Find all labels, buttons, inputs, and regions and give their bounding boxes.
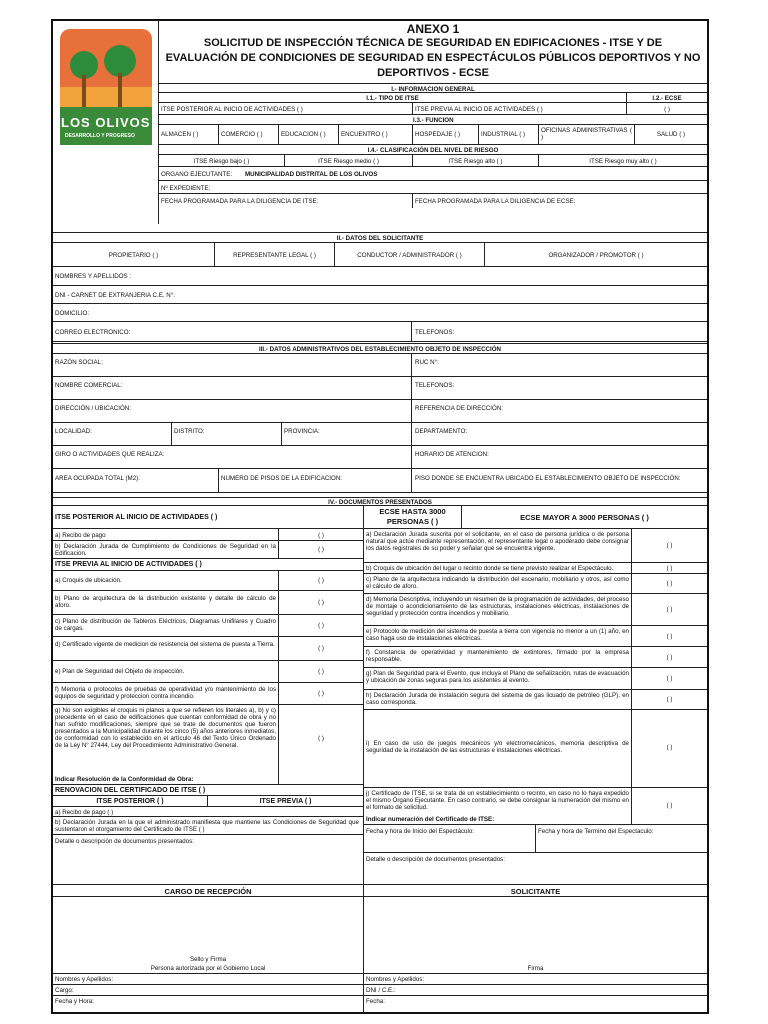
ecse-item-d-box[interactable]: ( ) [666, 606, 673, 613]
solicitante-nombres-field[interactable]: Nombres y Apellidos: [366, 976, 425, 983]
recepcion-cargo-field[interactable]: Cargo: [55, 987, 74, 994]
domicilio-field[interactable]: DOMICILIO: [55, 310, 90, 317]
funcion-educacion[interactable]: EDUCACION ( ) [281, 131, 326, 138]
firma-label: Firma [527, 965, 544, 972]
docs-posterior-head: ITSE POSTERIOR AL INICIO DE ACTIVIDADES ( ) [55, 514, 218, 521]
previa-item-f: f) Memoria o protocolos de pruebas de operatividad y/o mantenimiento de los equipos de seguridad y proteccion contra incendio. [55, 686, 276, 700]
role-organizador[interactable]: ORGANIZADOR / PROMOTOR ( ) [548, 252, 644, 259]
ecse-item-a: a) Declaración Jurada suscrita por el solicitante, en el caso de persona jurídica o de persona natural que actúe mediante representación, el representante legal o apoderado debe consignar los datos registrales de su poder y señalar que se encuentra vigente. [366, 531, 629, 552]
fecha-inicio-field[interactable]: Fecha y hora de Inicio del Espectáculo: [366, 828, 475, 835]
riesgo-medio[interactable]: ITSE Riesgo medio ( ) [318, 158, 379, 165]
fecha-itse-field[interactable]: FECHA PROGRAMADA PARA LA DILIGENCIA DE ITSE: [161, 198, 319, 205]
nombres-field[interactable]: NOMBRES Y APELLIDOS : [55, 273, 132, 280]
recepcion-nombres-field[interactable]: Nombres y Apellidos: [55, 976, 114, 983]
ecse-item-j-numeracion[interactable]: Indicar numeración del Certificado de ITSE: [366, 816, 495, 823]
detalle-left-field[interactable]: Detalle o descripción de documentos presentados: [55, 838, 194, 845]
docs-previa-head: ITSE PREVIA AL INICIO DE ACTIVIDADES ( ) [55, 561, 202, 568]
razon-social-field[interactable]: RAZÓN SOCIAL: [55, 359, 103, 366]
cargo-recepcion-title: CARGO DE RECEPCIÓN [164, 887, 252, 896]
ecse-item-f-box[interactable]: ( ) [666, 654, 673, 661]
expediente-field[interactable]: Nº EXPEDIENTE: [161, 185, 211, 192]
direccion-field[interactable]: DIRECCIÓN / UBICACIÓN: [55, 405, 131, 412]
provincia-field[interactable]: PROVINCIA: [284, 428, 320, 435]
docs-renovacion-head: RENOVACION DEL CERTIFICADO DE ITSE ( ) [55, 787, 206, 794]
itse-posterior-option[interactable]: ITSE POSTERIOR AL INICIO DE ACTIVIDADES ( ) [161, 106, 303, 113]
riesgo-muy-alto[interactable]: ITSE Riesgo muy alto ( ) [589, 158, 657, 165]
funcion-industrial[interactable]: INDUSTRIAL ( ) [481, 131, 526, 138]
ecse-item-e: e) Protocolo de medición del sistema de puesta a tierra con vigencia no menor a un (1) año, en caso haga uso de instalaciones eléctricas. [366, 628, 629, 642]
piso-donde-field[interactable]: PISO DONDE SE ENCUENTRA UBICADO EL ESTABLECIMIENTO OBJETO DE INSPECCIÓN: [415, 475, 681, 482]
previa-item-g: g) No son exigibles el croquis ni planos a que se refieren los literales a), b) y c) precedente en el caso de edificaciones que cuentan conformidad de obra y no han sufrido modificaciones, siempre que se trate de documentos que fueron presentados a la Municipalidad durante los cinco (5) años anteriores inmediatos, de conformidad con lo establecido en el artículo 46 del Texto Único Ordenado de la Ley N° 27444, Ley del Procedimiento Administrativo General. [55, 707, 276, 749]
tipo-itse-title: I.1.- TIPO DE ITSE [366, 95, 419, 102]
correo-field[interactable]: CORREO ELECTRONICO: [55, 329, 131, 336]
distrito-field[interactable]: DISTRITO: [174, 428, 205, 435]
logo-text: LOS OLIVOS [61, 115, 151, 130]
docs-left-column [53, 506, 363, 884]
ecse-item-i-box[interactable]: ( ) [666, 744, 673, 751]
fecha-ecse-field[interactable]: FECHA PROGRAMADA PARA LA DILIGENCIA DE ECSE: [415, 198, 576, 205]
solicitante-title: SOLICITANTE [510, 887, 561, 896]
persona-autorizada-label: Persona autorizada por el Gobierno Local [150, 965, 266, 972]
telefonos-establecimiento-field[interactable]: TELEFONOS: [415, 382, 455, 389]
role-conductor[interactable]: CONDUCTOR / ADMINISTRADOR ( ) [357, 252, 462, 259]
ecse-item-b: b) Croquis de ubicación del lugar o recinto donde se tiene previsto realizar el Espectáculo. [366, 565, 614, 572]
section-1 [159, 83, 707, 224]
localidad-field[interactable]: LOCALIDAD: [55, 428, 92, 435]
horario-field[interactable]: HORARIO DE ATENCION: [415, 451, 489, 458]
ecse-hasta-head-2[interactable]: PERSONAS ( ) [386, 517, 439, 526]
section-2-title: II.- DATOS DEL SOLICITANTE [336, 235, 424, 242]
section-3-title: III.- DATOS ADMINISTRATIVOS DEL ESTABLECIMIENTO OBJETO DE INSPECCIÓN [258, 346, 502, 353]
renov-item-a[interactable]: a) Recibo de pago ( ) [55, 809, 114, 816]
ecse-checkbox[interactable]: ( ) [664, 106, 670, 113]
form-title-2: EVALUACIÓN DE CONDICIONES DE SEGURIDAD EN ESPECTÁCULOS PÚBLICOS DEPORTIVOS Y NO [165, 52, 701, 64]
detalle-right-field[interactable]: Detalle o descripción de documentos presentados: [366, 856, 505, 863]
funcion-encuentro[interactable]: ENCUENTRO ( ) [341, 131, 388, 138]
funcion-title: I.3.- FUNCION [413, 117, 454, 124]
giro-field[interactable]: GIRO O ACTIVIDADES QUE REALIZA: [55, 451, 165, 458]
fecha-termino-field[interactable]: Fecha y hora de Termino del Espectaculo: [538, 828, 654, 835]
renov-posterior-option[interactable]: ITSE POSTERIOR ( ) [96, 798, 164, 805]
previa-item-g-box[interactable]: ( ) [318, 735, 324, 742]
footer [53, 884, 707, 1012]
previa-item-f-box[interactable]: ( ) [318, 690, 324, 697]
logo-area [53, 21, 159, 224]
ecse-item-j: j) Certificado de ITSE, si se trata de un establecimiento o recinto, en caso no lo haya expedido el mismo Órgano Ejecutante. En caso contrario, se debe consignar la numeración del mismo en el formato de solicitud. [366, 790, 629, 811]
posterior-item-b: b) Declaración Jurada de Cumplimiento de Condiciones de Seguridad en la Edificación. [55, 543, 276, 557]
form-sheet [51, 19, 709, 1014]
organo-value: MUNICIPALIDAD DISTRITAL DE LOS OLIVOS [245, 171, 378, 178]
renov-item-b[interactable]: b) Declaración Jurada en la que el administrado manifiesta que mantiene las Condiciones de Seguridad que sustentaron el otorgamiento del Certificado de ITSE ( ) [55, 819, 359, 833]
departamento-field[interactable]: DEPARTAMENTO: [415, 428, 468, 435]
funcion-oficinas[interactable]: OFICINAS ADMINISTRATIVAS ( ) [541, 127, 632, 141]
ecse-item-c: c) Plano de la arquitectura indicando la distribución del escenario, mobiliario y otros, así como el cálculo de aforo. [366, 576, 629, 590]
previa-item-a-box[interactable]: ( ) [318, 577, 324, 584]
docs-right-column [364, 506, 707, 884]
previa-item-g-resolucion[interactable]: Indicar Resolución de la Conformidad de Obra: [55, 776, 194, 783]
ecse-item-c-box[interactable]: ( ) [666, 580, 673, 587]
organo-label: ORGANO EJECUTANTE: [161, 171, 233, 178]
ecse-item-a-box[interactable]: ( ) [666, 542, 673, 549]
form-title-1: SOLICITUD DE INSPECCIÓN TÉCNICA DE SEGURIDAD EN EDIFICACIONES - ITSE Y DE [203, 37, 663, 49]
sello-firma-label: Sello y Firma [189, 956, 227, 963]
previa-item-e: e) Plan de Seguridad del Objeto de inspección. [55, 668, 185, 675]
previa-item-b: b) Plano de arquitectura de la distribución existente y detalle de cálculo de aforo. [55, 595, 276, 609]
ecse-item-d: d) Memoria Descriptiva, incluyendo un resumen de la programación de actividades, del proceso de montaje o acondicionamiento de las estructuras, instalaciones eléctricas, instalaciones de seguridad y protección contra incendios y mobiliario. [366, 596, 629, 617]
posterior-item-a-box[interactable]: ( ) [318, 532, 324, 539]
ecse-mayor-head[interactable]: ECSE MAYOR A 3000 PERSONAS ( ) [520, 513, 649, 522]
ecse-item-h: h) Declaración Jurada de instalación segura del sistema de gas licuado de petróleo (GLP), en caso corresponda. [366, 692, 629, 706]
recepcion-fecha-hora-field[interactable]: Fecha y Hora: [55, 998, 94, 1005]
riesgo-alto[interactable]: ITSE Riesgo alto ( ) [448, 158, 503, 165]
pisos-field[interactable]: NUMERO DE PISOS DE LA EDIFICACION: [221, 475, 343, 482]
ecse-hasta-head-1[interactable]: ECSE HASTA 3000 [379, 507, 446, 516]
ecse-item-j-box[interactable]: ( ) [666, 802, 673, 809]
ecse-item-g-box[interactable]: ( ) [666, 675, 673, 682]
dni-field[interactable]: DNI - CARNET DE EXTRANJERIA C.E. N°: [55, 292, 175, 299]
renov-previa-option[interactable]: ITSE PREVIA ( ) [259, 798, 312, 805]
funcion-hospedaje[interactable]: HOSPEDAJE ( ) [415, 131, 461, 138]
role-propietario[interactable]: PROPIETARIO ( ) [108, 252, 159, 259]
referencia-field[interactable]: REFERENCIA DE DIRECCIÓN: [415, 405, 504, 412]
section-4-title: IV.- DOCUMENTOS PRESENTADOS [328, 499, 432, 506]
ecse-item-e-box[interactable]: ( ) [666, 633, 673, 640]
ecse-item-b-box[interactable]: ( ) [666, 565, 673, 572]
funcion-almacen[interactable]: ALMACEN ( ) [161, 131, 199, 138]
ecse-title: I.2.- ECSE [652, 95, 682, 102]
previa-item-c-box[interactable]: ( ) [318, 622, 324, 629]
area-field[interactable]: AREA OCUPADA TOTAL (M2): [55, 475, 140, 482]
anexo-label: ANEXO 1 [406, 22, 460, 36]
section-4 [53, 497, 707, 884]
riesgo-title: I.4.- CLASIFICACIÓN DEL NIVEL DE RIESGO [367, 147, 499, 154]
funcion-comercio[interactable]: COMERCIO ( ) [221, 131, 263, 138]
previa-item-b-box[interactable]: ( ) [318, 599, 324, 606]
role-representante[interactable]: REPRESENTANTE LEGAL ( ) [233, 252, 316, 259]
ecse-item-h-box[interactable]: ( ) [666, 696, 673, 703]
nombre-comercial-field[interactable]: NOMBRE COMERCIAL: [55, 382, 123, 389]
telefonos-solicitante-field[interactable]: TELEFONOS: [415, 329, 455, 336]
ecse-item-f: f) Constancia de operatividad y mantenimiento de extintores, firmado por la empresa responsable. [366, 649, 629, 663]
posterior-item-b-box[interactable]: ( ) [318, 546, 324, 553]
ecse-item-g: g) Plan de Seguridad para el Evento, que incluya el Plano de señalización, rutas de evacuación y ubicación de zonas seguras para los asistentes al evento. [366, 670, 629, 684]
funcion-salud[interactable]: SALUD ( ) [656, 131, 686, 138]
previa-item-e-box[interactable]: ( ) [318, 668, 324, 675]
section-1-title: I.- INFORMACION GENERAL [391, 86, 475, 93]
ruc-field[interactable]: RUC N°: [415, 359, 439, 366]
form-title-3: DEPORTIVOS - ECSE [377, 67, 489, 79]
riesgo-bajo[interactable]: ITSE Riesgo bajo ( ) [193, 158, 250, 165]
previa-item-c: c) Plano de distribución de Tableros Eléctricos, Diagramas Unifilares y Cuadro de cargas. [55, 618, 276, 632]
posterior-item-a: a) Recibo de pago [55, 532, 106, 539]
solicitante-dni-field[interactable]: DNI / C.E.: [366, 987, 396, 994]
previa-item-d-box[interactable]: ( ) [318, 645, 324, 652]
itse-previa-option[interactable]: ITSE PREVIA AL INICIO DE ACTIVIDADES ( ) [415, 106, 543, 113]
solicitante-fecha-field[interactable]: Fecha: [366, 998, 385, 1005]
ecse-item-i: i) En caso de uso de juegos mecánicos y/o electromecánicos, memoria descriptiva de seguridad de la instalación de las estructuras e instalaciones eléctricas. [366, 740, 629, 754]
previa-item-a: a) Croquis de ubicación. [55, 577, 122, 584]
previa-item-d: d) Certificado vigente de medicion de resistencia del sistema de puesta a Tierra. [55, 641, 275, 648]
logo-subtitle: DESARROLLO Y PROGRESO [65, 133, 135, 139]
